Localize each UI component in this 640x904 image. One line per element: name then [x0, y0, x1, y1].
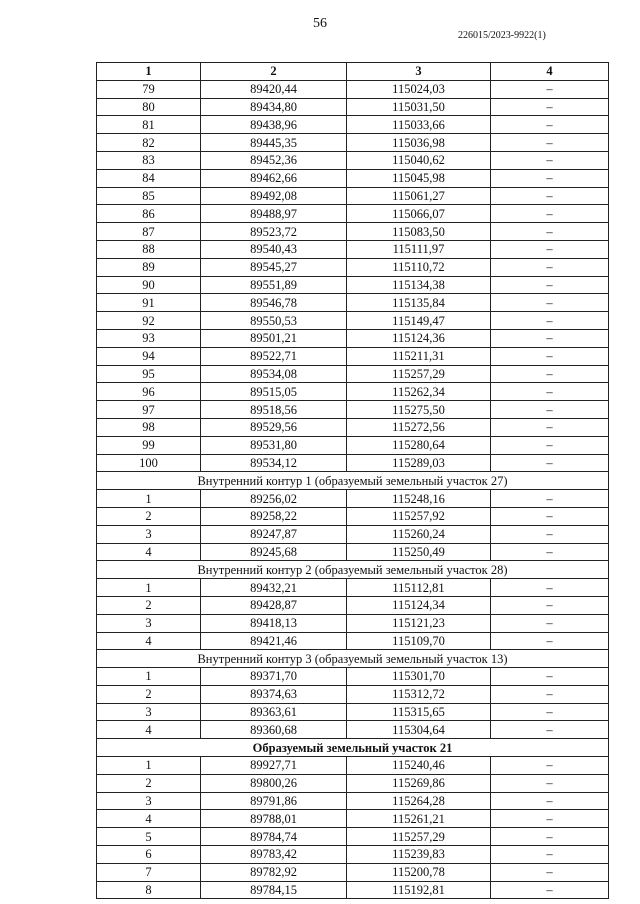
- x-coordinate: 89256,02: [201, 490, 347, 508]
- point-number: 97: [97, 401, 201, 419]
- table-row: [97, 881, 609, 899]
- x-coordinate: 89800,26: [201, 774, 347, 792]
- note-cell: –: [491, 543, 609, 561]
- x-coordinate: 89782,92: [201, 863, 347, 881]
- y-coordinate: 115121,23: [347, 614, 491, 632]
- point-number: 4: [97, 632, 201, 650]
- x-coordinate: 89247,87: [201, 525, 347, 543]
- note-cell: –: [491, 579, 609, 597]
- table-row: [97, 329, 609, 347]
- y-coordinate: 115269,86: [347, 774, 491, 792]
- point-number: 2: [97, 507, 201, 525]
- table-row: [97, 668, 609, 686]
- table-row: [97, 685, 609, 703]
- point-number: 95: [97, 365, 201, 383]
- note-cell: –: [491, 596, 609, 614]
- x-coordinate: 89363,61: [201, 703, 347, 721]
- note-cell: –: [491, 525, 609, 543]
- note-cell: –: [491, 98, 609, 116]
- point-number: 98: [97, 418, 201, 436]
- y-coordinate: 115257,92: [347, 507, 491, 525]
- table-row: [97, 863, 609, 881]
- note-cell: –: [491, 151, 609, 169]
- point-number: 4: [97, 810, 201, 828]
- x-coordinate: 89418,13: [201, 614, 347, 632]
- point-number: 2: [97, 685, 201, 703]
- point-number: 3: [97, 703, 201, 721]
- x-coordinate: 89438,96: [201, 116, 347, 134]
- point-number: 87: [97, 223, 201, 241]
- x-coordinate: 89534,12: [201, 454, 347, 472]
- section-title: Внутренний контур 1 (образуемый земельный участок 27): [97, 472, 609, 490]
- y-coordinate: 115280,64: [347, 436, 491, 454]
- y-coordinate: 115045,98: [347, 169, 491, 187]
- x-coordinate: 89420,44: [201, 80, 347, 98]
- note-cell: –: [491, 490, 609, 508]
- y-coordinate: 115264,28: [347, 792, 491, 810]
- y-coordinate: 115024,03: [347, 80, 491, 98]
- y-coordinate: 115275,50: [347, 401, 491, 419]
- point-number: 79: [97, 80, 201, 98]
- y-coordinate: 115200,78: [347, 863, 491, 881]
- point-number: 3: [97, 525, 201, 543]
- table-header: [97, 63, 609, 81]
- y-coordinate: 115066,07: [347, 205, 491, 223]
- note-cell: –: [491, 80, 609, 98]
- note-cell: –: [491, 792, 609, 810]
- note-cell: –: [491, 134, 609, 152]
- y-coordinate: 115110,72: [347, 258, 491, 276]
- x-coordinate: 89501,21: [201, 329, 347, 347]
- table-row: [97, 525, 609, 543]
- note-cell: –: [491, 454, 609, 472]
- point-number: 2: [97, 774, 201, 792]
- y-coordinate: 115250,49: [347, 543, 491, 561]
- point-number: 91: [97, 294, 201, 312]
- point-number: 80: [97, 98, 201, 116]
- y-coordinate: 115036,98: [347, 134, 491, 152]
- table-row: [97, 383, 609, 401]
- x-coordinate: 89421,46: [201, 632, 347, 650]
- section-title: Образуемый земельный участок 21: [97, 739, 609, 757]
- table-row: [97, 240, 609, 258]
- table-row: [97, 828, 609, 846]
- table-row: [97, 258, 609, 276]
- section-row: [97, 739, 609, 757]
- point-number: 82: [97, 134, 201, 152]
- table-row: [97, 490, 609, 508]
- y-coordinate: 115312,72: [347, 685, 491, 703]
- point-number: 92: [97, 312, 201, 330]
- x-coordinate: 89371,70: [201, 668, 347, 686]
- table-row: [97, 703, 609, 721]
- x-coordinate: 89515,05: [201, 383, 347, 401]
- y-coordinate: 115304,64: [347, 721, 491, 739]
- y-coordinate: 115124,36: [347, 329, 491, 347]
- table-row: [97, 454, 609, 472]
- point-number: 1: [97, 490, 201, 508]
- page-number: 56: [313, 16, 327, 31]
- section-row: [97, 561, 609, 579]
- note-cell: –: [491, 329, 609, 347]
- x-coordinate: 89452,36: [201, 151, 347, 169]
- column-header-1: 1: [97, 63, 201, 81]
- note-cell: –: [491, 240, 609, 258]
- x-coordinate: 89432,21: [201, 579, 347, 597]
- x-coordinate: 89545,27: [201, 258, 347, 276]
- x-coordinate: 89518,56: [201, 401, 347, 419]
- note-cell: –: [491, 828, 609, 846]
- y-coordinate: 115289,03: [347, 454, 491, 472]
- table-row: [97, 365, 609, 383]
- x-coordinate: 89488,97: [201, 205, 347, 223]
- y-coordinate: 115272,56: [347, 418, 491, 436]
- table-row: [97, 187, 609, 205]
- table-row: [97, 792, 609, 810]
- note-cell: –: [491, 418, 609, 436]
- y-coordinate: 115262,34: [347, 383, 491, 401]
- point-number: 93: [97, 329, 201, 347]
- note-cell: –: [491, 757, 609, 775]
- section-row: [97, 472, 609, 490]
- x-coordinate: 89445,35: [201, 134, 347, 152]
- note-cell: –: [491, 863, 609, 881]
- point-number: 1: [97, 579, 201, 597]
- x-coordinate: 89428,87: [201, 596, 347, 614]
- note-cell: –: [491, 223, 609, 241]
- note-cell: –: [491, 294, 609, 312]
- note-cell: –: [491, 347, 609, 365]
- coordinates-table: [96, 62, 609, 899]
- x-coordinate: 89531,80: [201, 436, 347, 454]
- point-number: 96: [97, 383, 201, 401]
- point-number: 3: [97, 614, 201, 632]
- x-coordinate: 89492,08: [201, 187, 347, 205]
- note-cell: –: [491, 383, 609, 401]
- note-cell: –: [491, 632, 609, 650]
- section-row: [97, 650, 609, 668]
- note-cell: –: [491, 507, 609, 525]
- table-row: [97, 614, 609, 632]
- table-row: [97, 347, 609, 365]
- table-row: [97, 774, 609, 792]
- header-row: [97, 63, 609, 81]
- x-coordinate: 89529,56: [201, 418, 347, 436]
- x-coordinate: 89550,53: [201, 312, 347, 330]
- point-number: 5: [97, 828, 201, 846]
- note-cell: –: [491, 721, 609, 739]
- point-number: 86: [97, 205, 201, 223]
- point-number: 94: [97, 347, 201, 365]
- point-number: 84: [97, 169, 201, 187]
- x-coordinate: 89783,42: [201, 846, 347, 864]
- y-coordinate: 115135,84: [347, 294, 491, 312]
- note-cell: –: [491, 668, 609, 686]
- y-coordinate: 115149,47: [347, 312, 491, 330]
- x-coordinate: 89784,15: [201, 881, 347, 899]
- table-row: [97, 810, 609, 828]
- point-number: 81: [97, 116, 201, 134]
- table-row: [97, 205, 609, 223]
- y-coordinate: 115315,65: [347, 703, 491, 721]
- y-coordinate: 115109,70: [347, 632, 491, 650]
- note-cell: –: [491, 881, 609, 899]
- x-coordinate: 89784,74: [201, 828, 347, 846]
- point-number: 85: [97, 187, 201, 205]
- note-cell: –: [491, 703, 609, 721]
- y-coordinate: 115301,70: [347, 668, 491, 686]
- table-row: [97, 151, 609, 169]
- column-header-2: 2: [201, 63, 347, 81]
- table-row: [97, 294, 609, 312]
- x-coordinate: 89245,68: [201, 543, 347, 561]
- note-cell: –: [491, 187, 609, 205]
- note-cell: –: [491, 436, 609, 454]
- table-row: [97, 757, 609, 775]
- point-number: 4: [97, 543, 201, 561]
- y-coordinate: 115134,38: [347, 276, 491, 294]
- note-cell: –: [491, 401, 609, 419]
- point-number: 90: [97, 276, 201, 294]
- section-title: Внутренний контур 2 (образуемый земельный участок 28): [97, 561, 609, 579]
- table-row: [97, 134, 609, 152]
- x-coordinate: 89258,22: [201, 507, 347, 525]
- x-coordinate: 89523,72: [201, 223, 347, 241]
- y-coordinate: 115239,83: [347, 846, 491, 864]
- column-header-4: 4: [491, 63, 609, 81]
- note-cell: –: [491, 365, 609, 383]
- point-number: 6: [97, 846, 201, 864]
- y-coordinate: 115083,50: [347, 223, 491, 241]
- y-coordinate: 115111,97: [347, 240, 491, 258]
- table-row: [97, 507, 609, 525]
- table-row: [97, 80, 609, 98]
- point-number: 100: [97, 454, 201, 472]
- table-row: [97, 169, 609, 187]
- note-cell: –: [491, 774, 609, 792]
- table-body: [97, 80, 609, 899]
- y-coordinate: 115257,29: [347, 828, 491, 846]
- table-row: [97, 436, 609, 454]
- document-reference: 226015/2023-9922(1): [458, 30, 546, 41]
- note-cell: –: [491, 258, 609, 276]
- note-cell: –: [491, 846, 609, 864]
- y-coordinate: 115112,81: [347, 579, 491, 597]
- point-number: 99: [97, 436, 201, 454]
- table-row: [97, 116, 609, 134]
- y-coordinate: 115261,21: [347, 810, 491, 828]
- y-coordinate: 115211,31: [347, 347, 491, 365]
- x-coordinate: 89927,71: [201, 757, 347, 775]
- note-cell: –: [491, 169, 609, 187]
- section-title: Внутренний контур 3 (образуемый земельный участок 13): [97, 650, 609, 668]
- table-row: [97, 312, 609, 330]
- table-row: [97, 721, 609, 739]
- y-coordinate: 115260,24: [347, 525, 491, 543]
- table-row: [97, 632, 609, 650]
- point-number: 88: [97, 240, 201, 258]
- note-cell: –: [491, 116, 609, 134]
- point-number: 1: [97, 668, 201, 686]
- column-header-3: 3: [347, 63, 491, 81]
- x-coordinate: 89360,68: [201, 721, 347, 739]
- y-coordinate: 115033,66: [347, 116, 491, 134]
- x-coordinate: 89374,63: [201, 685, 347, 703]
- x-coordinate: 89534,08: [201, 365, 347, 383]
- x-coordinate: 89551,89: [201, 276, 347, 294]
- y-coordinate: 115031,50: [347, 98, 491, 116]
- x-coordinate: 89462,66: [201, 169, 347, 187]
- y-coordinate: 115240,46: [347, 757, 491, 775]
- note-cell: –: [491, 810, 609, 828]
- x-coordinate: 89522,71: [201, 347, 347, 365]
- x-coordinate: 89540,43: [201, 240, 347, 258]
- table-row: [97, 846, 609, 864]
- y-coordinate: 115040,62: [347, 151, 491, 169]
- x-coordinate: 89791,86: [201, 792, 347, 810]
- point-number: 1: [97, 757, 201, 775]
- table-row: [97, 596, 609, 614]
- note-cell: –: [491, 312, 609, 330]
- y-coordinate: 115061,27: [347, 187, 491, 205]
- x-coordinate: 89546,78: [201, 294, 347, 312]
- x-coordinate: 89788,01: [201, 810, 347, 828]
- point-number: 83: [97, 151, 201, 169]
- table-row: [97, 579, 609, 597]
- note-cell: –: [491, 276, 609, 294]
- point-number: 3: [97, 792, 201, 810]
- point-number: 7: [97, 863, 201, 881]
- point-number: 89: [97, 258, 201, 276]
- point-number: 4: [97, 721, 201, 739]
- note-cell: –: [491, 614, 609, 632]
- point-number: 2: [97, 596, 201, 614]
- y-coordinate: 115248,16: [347, 490, 491, 508]
- table-row: [97, 98, 609, 116]
- table-row: [97, 223, 609, 241]
- y-coordinate: 115257,29: [347, 365, 491, 383]
- note-cell: –: [491, 685, 609, 703]
- table-row: [97, 418, 609, 436]
- table-row: [97, 276, 609, 294]
- note-cell: –: [491, 205, 609, 223]
- table-row: [97, 401, 609, 419]
- x-coordinate: 89434,80: [201, 98, 347, 116]
- y-coordinate: 115192,81: [347, 881, 491, 899]
- table-row: [97, 543, 609, 561]
- point-number: 8: [97, 881, 201, 899]
- y-coordinate: 115124,34: [347, 596, 491, 614]
